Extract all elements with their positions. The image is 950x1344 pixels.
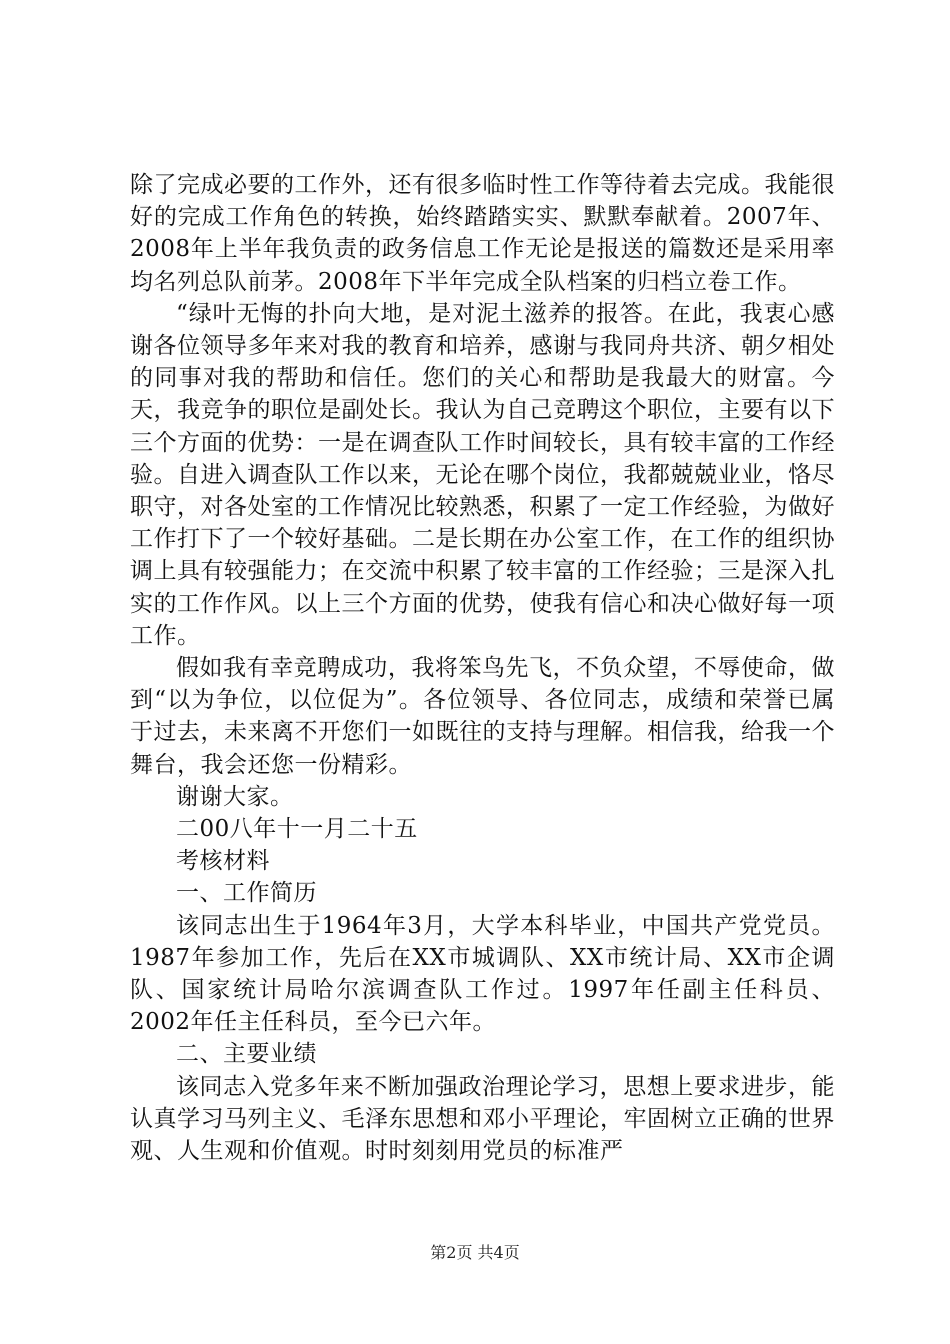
date-line: 二00八年十一月二十五 (176, 816, 418, 843)
closing-thanks: 谢谢大家。 (176, 783, 294, 810)
paragraph: 该同志入党多年来不断加强政治理论学习，思想上要求进步，能认真学习马列主义、毛泽东思想和邓小平理论，牢固树立正确的世界观、人生观和价值观。时时刻刻用党员的标准严 (130, 1073, 835, 1165)
paragraph: 除了完成必要的工作外，还有很多临时性工作等待着去完成。我能很好的完成工作角色的转换，始终踏踏实实、默默奉献着。2007年、2008年上半年我负责的政务信息工作无论是报送的篇数还是采用率均名列总队前茅。2008年下半年完成全队档案的归档立卷工作。 (130, 172, 835, 295)
document-body (130, 169, 835, 1167)
section-title: 考核材料 (176, 848, 270, 875)
section-heading: 二、主要业绩 (176, 1041, 317, 1068)
paragraph: 假如我有幸竞聘成功，我将笨鸟先飞，不负众望，不辱使命，做到“以为争位，以位促为”。各位领导、各位同志，成绩和荣誉已属于过去，未来离不开您们一如既往的支持与理解。相信我，给我一个舞台，我会还您一份精彩。 (130, 655, 835, 778)
paragraph: “绿叶无悔的扑向大地，是对泥土滋养的报答。在此，我衷心感谢各位领导多年来对我的教育和培养，感谢与我同舟共济、朝夕相处的同事对我的帮助和信任。您们的关心和帮助是我最大的财富。今天，我竞争的职位是副处长。我认为自己竞聘这个职位，主要有以下三个方面的优势：一是在调查队工作时间较长，具有较丰富的工作经验。自进入调查队工作以来，无论在哪个岗位，我都兢兢业业，恪尽职守，对各处室的工作情况比较熟悉，积累了一定工作经验，为做好工作打下了一个较好基础。二是长期在办公室工作，在工作的组织协调上具有较强能力；在交流中积累了较丰富的工作经验；三是深入扎实的工作作风。以上三个方面的优势，使我有信心和决心做好每一项工作。 (130, 300, 835, 649)
paragraph: 该同志出生于1964年3月，大学本科毕业，中国共产党党员。1987年参加工作，先后在XX市城调队、XX市统计局、XX市企调队、国家统计局哈尔滨调查队工作过。1997年任副主任科员、2002年任主任科员，至今已六年。 (130, 912, 835, 1036)
section-heading: 一、工作简历 (176, 880, 317, 907)
page-number-footer: 第2页 共4页 (430, 1243, 520, 1262)
